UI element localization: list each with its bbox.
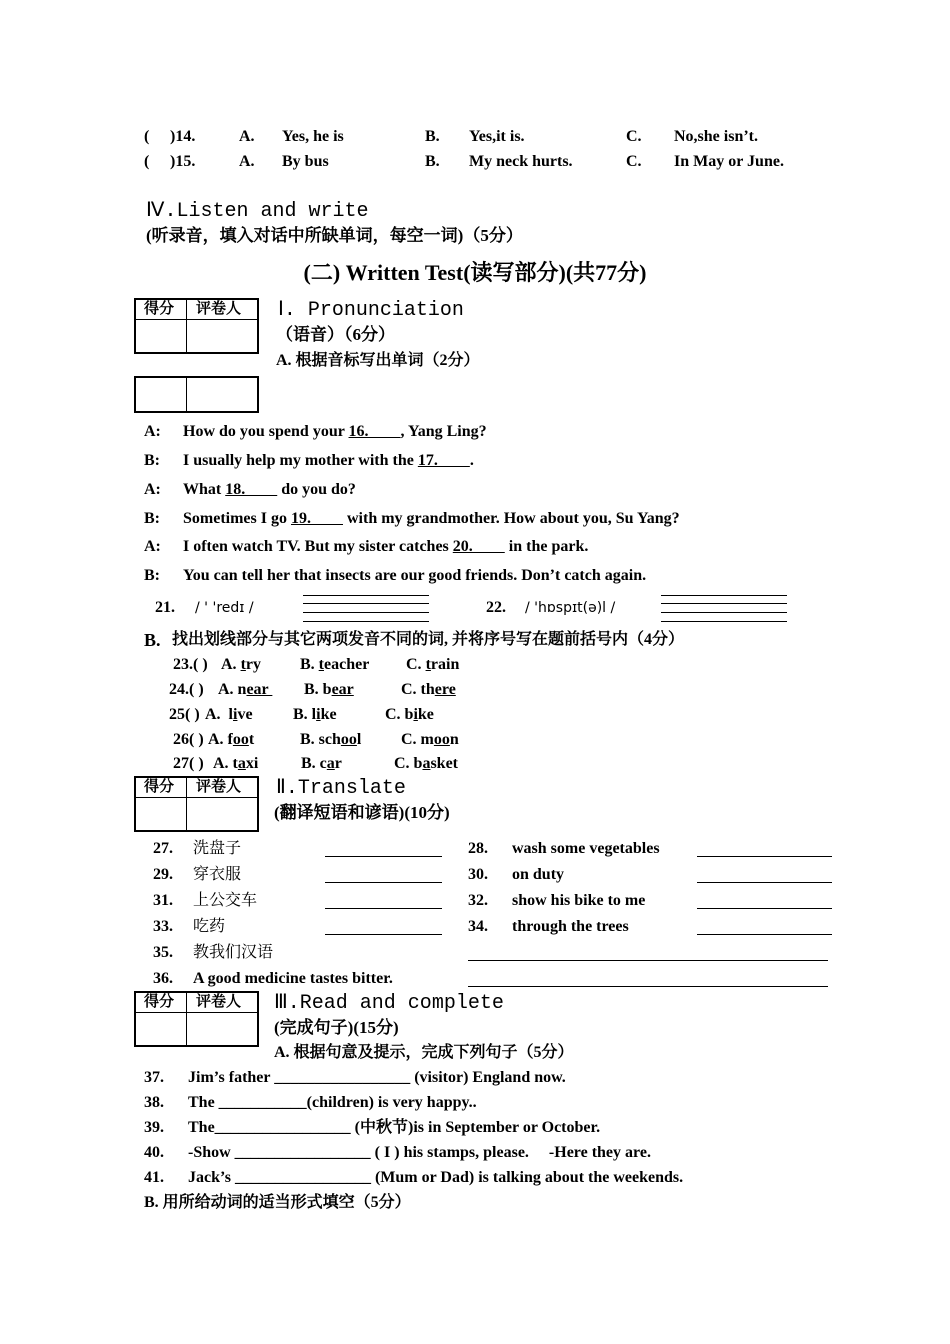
answer-line[interactable]	[697, 856, 832, 857]
q15-option-c: In May or June.	[674, 153, 784, 170]
answer-line[interactable]	[468, 960, 828, 961]
part-b-label: B.	[144, 630, 161, 650]
phonetic-number: 22.	[486, 599, 506, 616]
read-title: Ⅲ.Read and complete	[274, 992, 504, 1015]
translate-phrase: A good medicine tastes bitter.	[193, 970, 393, 987]
dialog-speaker: B:	[144, 567, 160, 584]
answer-line[interactable]	[661, 603, 787, 604]
choice-a: A. near	[218, 681, 273, 698]
translate-phrase: 上公交车	[193, 892, 258, 909]
q15-c-label: C.	[626, 153, 642, 170]
q14-option-b: Yes,it is.	[469, 128, 525, 145]
choice-b: B. teacher	[300, 656, 370, 673]
answer-box	[134, 376, 259, 413]
choice-b: B. bear	[304, 681, 354, 698]
translate-title: Ⅱ.Translate	[276, 777, 406, 800]
pronunciation-title: Ⅰ. Pronunciation	[278, 299, 464, 322]
translate-phrase: show his bike to me	[512, 892, 646, 909]
translate-phrase: wash some vegetables	[512, 840, 660, 857]
q14-option-a: Yes, he is	[282, 128, 344, 145]
section4-instructions: (听录音，填入对话中所缺单词，每空一词)（5分）	[146, 226, 523, 245]
read-sentence: The_________________ (中秋节)is in September or October.	[188, 1119, 601, 1136]
translate-number: 28.	[468, 840, 488, 857]
phonetic-number: 21.	[155, 599, 175, 616]
translate-phrase: 洗盘子	[193, 840, 242, 857]
translate-subtitle: (翻译短语和谚语)(10分)	[274, 803, 450, 822]
answer-line[interactable]	[661, 595, 787, 596]
choice-c: C. moon	[401, 731, 459, 748]
grader-label: 评卷人	[196, 779, 242, 795]
translate-number: 34.	[468, 918, 488, 935]
dialog-line: You can tell her that insects are our good friends. Don’t catch again.	[183, 567, 647, 584]
answer-line[interactable]	[303, 621, 429, 622]
q15-a-label: A.	[239, 153, 255, 170]
read-part-a: A. 根据句意及提示，完成下列句子（5分）	[274, 1044, 574, 1061]
read-number: 38.	[144, 1094, 164, 1111]
q14-c-label: C.	[626, 128, 642, 145]
dialog-speaker: B:	[144, 452, 160, 469]
read-number: 40.	[144, 1144, 164, 1161]
choice-number: 25( )	[169, 706, 200, 723]
translate-phrase: 教我们汉语	[193, 944, 274, 961]
q15-option-a: By bus	[282, 153, 329, 170]
q15-b-label: B.	[425, 153, 440, 170]
answer-line[interactable]	[697, 882, 832, 883]
phonetic-ipa: / 'hɒspɪt(ə)l /	[525, 600, 616, 616]
choice-b: B. like	[293, 706, 337, 723]
translate-number: 27.	[153, 840, 173, 857]
read-number: 39.	[144, 1119, 164, 1136]
choice-c: C. bike	[385, 706, 434, 723]
dialog-line: I often watch TV. But my sister catches 20. in the park.	[183, 538, 589, 555]
answer-line[interactable]	[303, 612, 429, 613]
dialog-speaker: A:	[144, 481, 161, 498]
choice-a: A. try	[221, 656, 261, 673]
q15-number: )15.	[170, 153, 196, 170]
translate-number: 32.	[468, 892, 488, 909]
answer-line[interactable]	[325, 882, 442, 883]
answer-line[interactable]	[661, 621, 787, 622]
choice-number: 24.( )	[169, 681, 204, 698]
dialog-line: I usually help my mother with the 17. .	[183, 452, 474, 469]
answer-line[interactable]	[697, 908, 832, 909]
q14-b-label: B.	[425, 128, 440, 145]
dialog-speaker: A:	[144, 423, 161, 440]
read-part-b: B. 用所给动词的适当形式填空（5分）	[144, 1194, 411, 1211]
dialog-line: How do you spend your 16. , Yang Ling?	[183, 423, 487, 440]
read-number: 41.	[144, 1169, 164, 1186]
written-test-title: (二) Written Test(读写部分)(共77分)	[303, 260, 647, 285]
score-label: 得分	[144, 301, 175, 317]
dialog-blank-16[interactable]: 16.	[348, 423, 401, 440]
score-box	[134, 776, 259, 832]
phonetic-ipa: / ' 'redɪ /	[195, 600, 254, 616]
translate-phrase: on duty	[512, 866, 565, 883]
dialog-blank-20[interactable]: 20.	[452, 538, 505, 555]
answer-line[interactable]	[325, 908, 442, 909]
dialog-speaker: B:	[144, 510, 160, 527]
translate-number: 29.	[153, 866, 173, 883]
choice-a: A. live	[205, 706, 253, 723]
translate-number: 31.	[153, 892, 173, 909]
grader-label: 评卷人	[196, 301, 242, 317]
pronunciation-part-a: A. 根据音标写出单词（2分）	[276, 352, 480, 369]
translate-number: 36.	[153, 970, 173, 987]
choice-c: C. basket	[394, 755, 459, 772]
pronunciation-subtitle: （语音）（6分）	[276, 325, 395, 344]
dialog-line: Sometimes I go 19. with my grandmother. How about you, Su Yang?	[183, 510, 680, 527]
choice-number: 27( )	[173, 755, 204, 772]
choice-b: B. car	[301, 755, 342, 772]
translate-phrase: 穿衣服	[193, 866, 242, 883]
translate-phrase: 吃药	[193, 918, 226, 935]
choice-b: B. school	[300, 731, 362, 748]
choice-a: A. foot	[208, 731, 255, 748]
score-box	[134, 991, 259, 1047]
dialog-speaker: A:	[144, 538, 161, 555]
read-number: 37.	[144, 1069, 164, 1086]
q14-option-c: No,she isn’t.	[674, 128, 759, 145]
choice-a: A. taxi	[213, 755, 259, 772]
q15-paren: (	[144, 153, 150, 170]
section4-title: Ⅳ.Listen and write	[146, 200, 369, 223]
answer-line[interactable]	[303, 603, 429, 604]
translate-number: 30.	[468, 866, 488, 883]
dialog-blank-19[interactable]: 19.	[290, 510, 343, 527]
grader-label: 评卷人	[196, 994, 242, 1010]
answer-line[interactable]	[325, 934, 442, 935]
translate-phrase: through the trees	[512, 918, 629, 935]
q15-option-b: My neck hurts.	[469, 153, 573, 170]
q14-number: )14.	[170, 128, 196, 145]
q14-paren: (	[144, 128, 150, 145]
answer-line[interactable]	[697, 934, 832, 935]
choice-number: 26( )	[173, 731, 204, 748]
answer-line[interactable]	[303, 595, 429, 596]
read-subtitle: (完成句子)(15分)	[274, 1018, 399, 1037]
read-sentence: Jack’s _________________ (Mum or Dad) is talking about the weekends.	[188, 1169, 684, 1186]
read-sentence: Jim’s father _________________ (visitor) England now.	[188, 1069, 566, 1086]
dialog-blank-18[interactable]: 18.	[225, 481, 278, 498]
dialog-line: What 18. do you do?	[183, 481, 356, 498]
translate-number: 33.	[153, 918, 173, 935]
read-sentence: -Show _________________ ( I ) his stamps, please. -Here they are.	[188, 1144, 651, 1161]
score-label: 得分	[144, 779, 175, 795]
choice-c: C. there	[401, 681, 456, 698]
answer-line[interactable]	[325, 856, 442, 857]
score-label: 得分	[144, 994, 175, 1010]
dialog-blank-17[interactable]: 17.	[417, 452, 470, 469]
choice-c: C. train	[406, 656, 460, 673]
read-sentence: The ___________(children) is very happy..	[188, 1094, 477, 1111]
choice-number: 23.( )	[173, 656, 208, 673]
answer-line[interactable]	[661, 612, 787, 613]
q14-a-label: A.	[239, 128, 255, 145]
score-box	[134, 298, 259, 354]
answer-line[interactable]	[468, 986, 828, 987]
translate-number: 35.	[153, 944, 173, 961]
part-b-instructions: 找出划线部分与其它两项发音不同的词, 并将序号写在题前括号内（4分）	[172, 631, 685, 648]
